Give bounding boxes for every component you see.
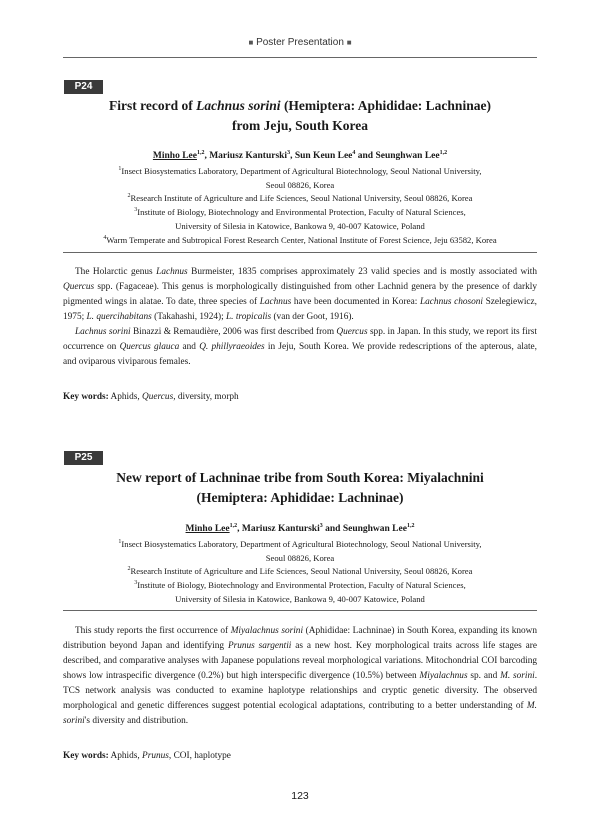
author-name: Seunghwan Lee <box>342 524 407 534</box>
poster-tag-p25: P25 <box>64 451 103 465</box>
affil-text: Research Institute of Agriculture and Life Sciences, Seoul National University, Seoul 08826, Korea <box>130 566 473 577</box>
p24-keywords <box>63 392 537 402</box>
author-sup: 1,2 <box>439 150 448 156</box>
author-sep: , <box>237 524 242 534</box>
p25-title-line2: (Hemiptera: Aphididae: Lachninae) <box>196 490 404 505</box>
p24-affiliations <box>63 165 537 247</box>
affil-sup: 1 <box>118 166 122 172</box>
author-sep: , <box>204 151 210 161</box>
author-name: Seunghwan Lee <box>375 151 440 161</box>
keywords-label: Key words: <box>63 392 109 402</box>
affil-sup: 1 <box>118 539 122 545</box>
p24-title-part: (Hemiptera: Aphididae: Lachninae) <box>280 98 491 113</box>
p24-title-line2: from Jeju, South Korea <box>232 118 368 133</box>
p24-abstract <box>63 265 537 370</box>
affil-text: Insect Biosystematics Laboratory, Department of Agricultural Biotechnology, Seoul National University, <box>121 166 482 176</box>
p24-title-part: First record of <box>109 98 197 113</box>
affiliation-line <box>63 192 537 206</box>
author-name: Sun Keun Lee <box>294 151 353 161</box>
keyword: Aphids, <box>108 392 143 402</box>
author-sep: and <box>355 151 376 161</box>
p24-title <box>63 96 537 136</box>
affil-text: Research Institute of Agriculture and Life Sciences, Seoul National University, Seoul 08826, Korea <box>130 193 473 204</box>
author-name: Minho Lee <box>152 151 197 161</box>
p25-title <box>63 468 537 508</box>
header-rule <box>63 57 537 58</box>
affil-sup: 2 <box>127 193 131 200</box>
author-sep: and <box>322 524 343 534</box>
affiliation-line <box>63 206 537 220</box>
affiliation-line: University of Silesia in Katowice, Bankowa 9, 40-007 Katowice, Poland <box>175 220 425 231</box>
author-name: Mariusz Kanturski <box>209 151 288 161</box>
affiliation-line <box>63 165 537 179</box>
affiliation-line: Seoul 08826, Korea <box>265 552 335 563</box>
running-header <box>0 37 600 48</box>
p25-affiliations <box>63 538 537 607</box>
affiliation-line: University of Silesia in Katowice, Bankowa 9, 40-007 Katowice, Poland <box>175 593 425 604</box>
page-number: 123 <box>291 790 309 802</box>
affil-sup: 4 <box>103 234 107 241</box>
p24-affil-rule <box>63 252 537 253</box>
p25-authors <box>63 524 537 534</box>
affiliation-line <box>63 565 537 579</box>
affil-text: Institute of Biology, Biotechnology and Environmental Protection, Faculty of Natural Sciences, <box>137 580 466 591</box>
square-bullet-icon: ■ <box>346 38 352 47</box>
p25-abstract <box>63 624 537 729</box>
affil-sup: 3 <box>134 207 138 214</box>
affil-text: Institute of Biology, Biotechnology and Environmental Protection, Faculty of Natural Sciences, <box>137 207 466 218</box>
p25-affil-rule <box>63 610 537 611</box>
affiliation-line <box>63 579 537 593</box>
affil-text: Warm Temperate and Subtropical Forest Research Center, National Institute of Forest Science, Jeju 63582, Korea <box>106 234 497 245</box>
author-sup: 1,2 <box>196 150 205 156</box>
keyword: Quercus, <box>142 392 176 402</box>
keyword: Aphids, <box>108 751 143 761</box>
square-bullet-icon: ■ <box>248 38 254 47</box>
author-name: Mariusz Kanturski <box>241 524 320 534</box>
affiliation-line <box>63 538 537 552</box>
abstract-paragraph: This study reports the first occurrence of Miyalachnus sorini (Aphididae: Lachninae) in South Korea, expanding its known distribution beyond Japan and identifying Prunus sargentii as a new host. Key morphological traits across life stages are described, and comparative analyses with Japanese populations reveal morphological variations. Mitochondrial COI barcoding shows low intraspecific divergence (0.2%) but high interspecific divergence (10.5%) between Miyalachnus sp. and M. sorini. TCS network analysis was conducted to examine haplotype relationships and cryptic genetic diversity. The observed morphological and genetic differences suggest potential ecological adaptations, contributing to a better understanding of M. sorini's diversity and distribution. <box>63 626 538 726</box>
author-sep: , <box>290 151 295 161</box>
author-sup: 1,2 <box>229 523 238 529</box>
keyword: Prunus <box>142 751 169 761</box>
affiliation-line <box>63 234 537 248</box>
affil-sup: 2 <box>127 566 131 573</box>
p25-title-line1: New report of Lachninae tribe from South Korea: Miyalachnini <box>116 470 484 485</box>
author-sup: 3 <box>319 523 323 529</box>
author-name: Minho Lee <box>185 524 230 534</box>
author-sup: 3 <box>287 150 291 156</box>
keywords-label: Key words: <box>63 751 109 761</box>
author-sup: 4 <box>352 150 356 156</box>
p24-authors <box>63 151 537 161</box>
p24-title-species: Lachnus sorini <box>196 98 281 113</box>
affil-sup: 3 <box>134 580 138 587</box>
poster-tag-p24: P24 <box>64 80 103 94</box>
author-sup: 1,2 <box>406 523 415 529</box>
keyword: diversity, morph <box>175 392 239 402</box>
abstract-paragraph: The Holarctic genus Lachnus Burmeister, 1835 comprises approximately 23 valid species and is mostly associated with Quercus spp. (Fagaceae). This genus is morphologically distinguished from other Lachnid genera by the presence of darkly pigmented wings in alatae. To date, three species of Lachnus have been documented in Korea: Lachnus chosoni Szelegiewicz, 1975; L. quercihabitans (Takahashi, 1924); L. tropicalis (van der Goot, 1916). <box>63 267 538 322</box>
abstract-paragraph: Lachnus sorini Binazzi & Remaudière, 2006 was first described from Quercus spp. in Japan. In this study, we report its first occurrence on Quercus glauca and Q. phillyraeoides in Jeju, South Korea. We provide redescriptions of the apterous, alate, and oviparous viviparous females. <box>63 327 537 367</box>
keyword: , COI, haplotype <box>168 751 231 761</box>
p25-keywords <box>63 751 537 761</box>
affil-text: Insect Biosystematics Laboratory, Department of Agricultural Biotechnology, Seoul National University, <box>121 539 482 549</box>
header-title: Poster Presentation <box>256 37 344 48</box>
affiliation-line: Seoul 08826, Korea <box>265 179 335 190</box>
